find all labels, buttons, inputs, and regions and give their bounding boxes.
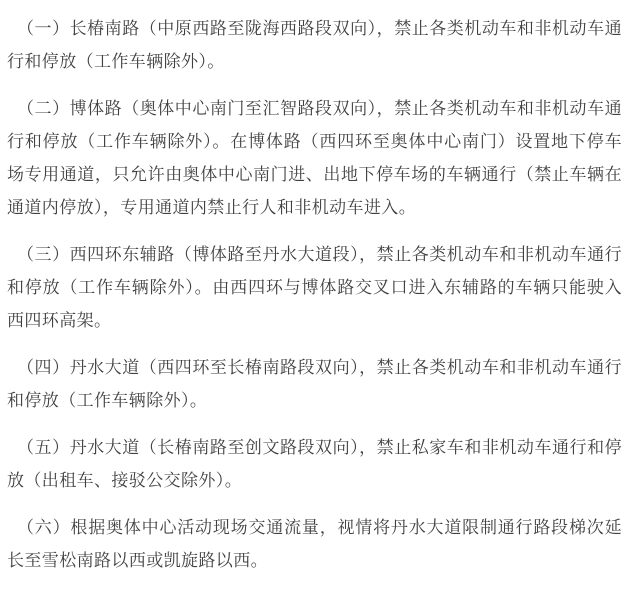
regulation-paragraph-5: （五）丹水大道（长椿南路至创文路段双向），禁止私家车和非机动车通行和停放（出租车、接驳公交除外）。 (7, 438, 622, 490)
regulation-paragraph-3: （三）西四环东辅路（博体路至丹水大道段），禁止各类机动车和非机动车通行和停放（工作车辆除外）。由西四环与博体路交叉口进入东辅路的车辆只能驶入西四环高架。 (7, 245, 622, 330)
regulation-paragraph-4: （四）丹水大道（西四环至长椿南路段双向），禁止各类机动车和非机动车通行和停放（工作车辆除外）。 (7, 358, 622, 410)
regulation-paragraph-6: （六）根据奥体中心活动现场交通流量，视情将丹水大道限制通行路段梯次延长至雪松南路以西或凯旋路以西。 (7, 518, 622, 570)
regulation-paragraph-1: （一）长椿南路（中原西路至陇海西路段双向），禁止各类机动车和非机动车通行和停放（工作车辆除外）。 (7, 19, 622, 71)
regulation-paragraph-2: （二）博体路（奥体中心南门至汇智路段双向），禁止各类机动车和非机动车通行和停放（工作车辆除外）。在博体路（西四环至奥体中心南门）设置地下停车场专用通道，只允许由奥体中心南门进、出地下停车场的车辆通行（禁止车辆在通道内停放），专用通道内禁止行人和非机动车进入。 (7, 99, 622, 217)
